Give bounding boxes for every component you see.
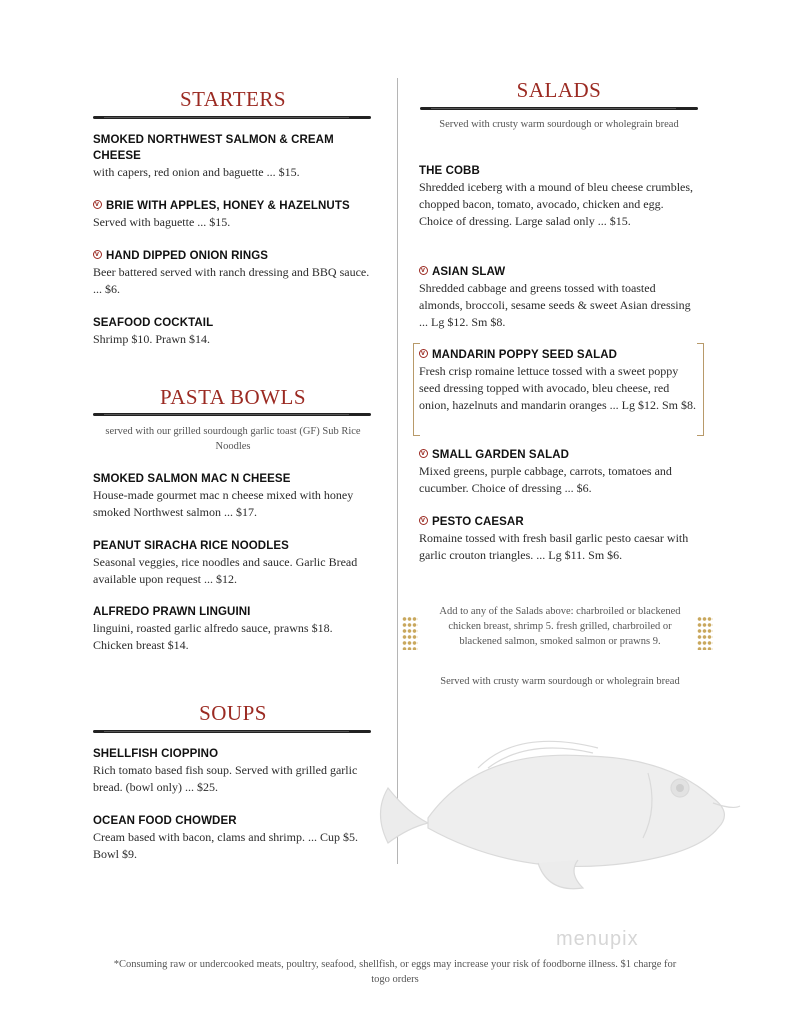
- dots-ornament-left: [402, 616, 418, 650]
- menu-item: [419, 447, 697, 497]
- footer-disclaimer: *Consuming raw or undercooked meats, poultry, seafood, shellfish, or eggs may increase your risk of foodborne illness. $1 charge for togo orders: [113, 959, 677, 985]
- starters-title: STARTERS: [179, 87, 287, 111]
- item-desc: Shredded iceberg with a mound of bleu cheese crumbles, chopped bacon, tomato, avocado, chicken and egg. Choice of dressing. Large salad only ... $15.: [419, 180, 694, 228]
- vegetarian-icon: [419, 266, 428, 275]
- item-desc: Cream based with bacon, clams and shrimp. ... Cup $5. Bowl $9.: [93, 830, 358, 861]
- item-desc: with capers, red onion and baguette ... $15.: [93, 165, 300, 179]
- item-desc: Fresh crisp romaine lettuce tossed with a sweet poppy seed dressing topped with avocado, bleu cheese, red onion, hazelnuts and mandarin oranges ... Lg $12. Sm $8.: [419, 364, 696, 412]
- menu-item: [419, 264, 697, 331]
- item-name: SMALL GARDEN SALAD: [432, 449, 570, 461]
- vegetarian-icon: [419, 449, 428, 458]
- highlight-bracket-left: [413, 343, 420, 436]
- menu-item: [93, 198, 373, 231]
- item-name: ALFREDO PRAWN LINGUINI: [93, 606, 251, 618]
- menu-item: [93, 471, 373, 521]
- starters-rule: [93, 116, 371, 119]
- item-name: SHELLFISH CIOPPINO: [93, 748, 219, 760]
- item-name: SMOKED NORTHWEST SALMON & CREAM CHEESE: [93, 134, 334, 162]
- item-desc: Romaine tossed with fresh basil garlic pesto caesar with garlic crouton triangles. ... Lg $11. Sm $6.: [419, 531, 689, 562]
- salads-addon: Add to any of the Salads above: charbroiled or blackened chicken breast, shrimp 5. fresh grilled, charbroiled or blackened salmon, smoked salmon or prawns 9.: [439, 606, 681, 647]
- menu-item: [419, 163, 697, 230]
- item-desc: Shredded cabbage and greens tossed with toasted almonds, broccoli, sesame seeds & sweet Asian dressing ... Lg $12. Sm $8.: [419, 281, 691, 329]
- item-name: SEAFOOD COCKTAIL: [93, 317, 214, 329]
- menu-item: [93, 315, 373, 348]
- item-name: PEANUT SIRACHA RICE NOODLES: [93, 540, 289, 552]
- salads-rule: [420, 107, 698, 110]
- item-desc: Mixed greens, purple cabbage, carrots, tomatoes and cucumber. Choice of dressing ... $6.: [419, 464, 672, 495]
- item-name: THE COBB: [419, 165, 480, 177]
- item-desc: Rich tomato based fish soup. Served with grilled garlic bread. (bowl only) ... $25.: [93, 763, 358, 794]
- item-name: ASIAN SLAW: [432, 266, 506, 278]
- soups-title: SOUPS: [199, 701, 267, 725]
- item-name: BRIE WITH APPLES, HONEY & HAZELNUTS: [106, 200, 350, 212]
- item-desc: Seasonal veggies, rice noodles and sauce. Garlic Bread available upon request ... $12.: [93, 555, 358, 586]
- item-name: OCEAN FOOD CHOWDER: [93, 815, 237, 827]
- item-desc: linguini, roasted garlic alfredo sauce, prawns $18. Chicken breast $14.: [93, 621, 333, 652]
- menu-item: [93, 538, 373, 588]
- item-desc: Shrimp $10. Prawn $14.: [93, 332, 210, 346]
- menu-item: [419, 514, 697, 564]
- menu-item: [93, 604, 373, 654]
- vegetarian-icon: [419, 516, 428, 525]
- pasta-note: served with our grilled sourdough garlic toast (GF) Sub Rice Noodles: [105, 426, 361, 452]
- salads-title: SALADS: [516, 78, 602, 102]
- menu-item: [93, 746, 373, 796]
- item-name: MANDARIN POPPY SEED SALAD: [432, 349, 618, 361]
- vegetarian-icon: [419, 349, 428, 358]
- pasta-rule: [93, 413, 371, 416]
- item-name: PESTO CAESAR: [432, 516, 524, 528]
- item-desc: Served with baguette ... $15.: [93, 215, 231, 229]
- item-desc: Beer battered served with ranch dressing and BBQ sauce. ... $6.: [93, 265, 370, 296]
- menu-item: [419, 347, 697, 414]
- highlight-bracket-right: [697, 343, 704, 436]
- item-desc: House-made gourmet mac n cheese mixed with honey smoked Northwest salmon ... $17.: [93, 488, 354, 519]
- item-name: SMOKED SALMON MAC N CHEESE: [93, 473, 291, 485]
- soups-rule: [93, 730, 371, 733]
- salads-note-2: Served with crusty warm sourdough or wholegrain bread: [440, 676, 680, 687]
- dots-ornament-right: [697, 616, 713, 650]
- fish-illustration: [368, 728, 748, 898]
- menu-item: [93, 813, 373, 863]
- salads-note: Served with crusty warm sourdough or wholegrain bread: [439, 119, 679, 130]
- vegetarian-icon: [93, 200, 102, 209]
- menu-item: [93, 132, 373, 181]
- menu-item: [93, 248, 373, 298]
- watermark-logo: menupix: [556, 928, 639, 950]
- pasta-title: PASTA BOWLS: [160, 385, 306, 409]
- item-name: HAND DIPPED ONION RINGS: [106, 250, 269, 262]
- vegetarian-icon: [93, 250, 102, 259]
